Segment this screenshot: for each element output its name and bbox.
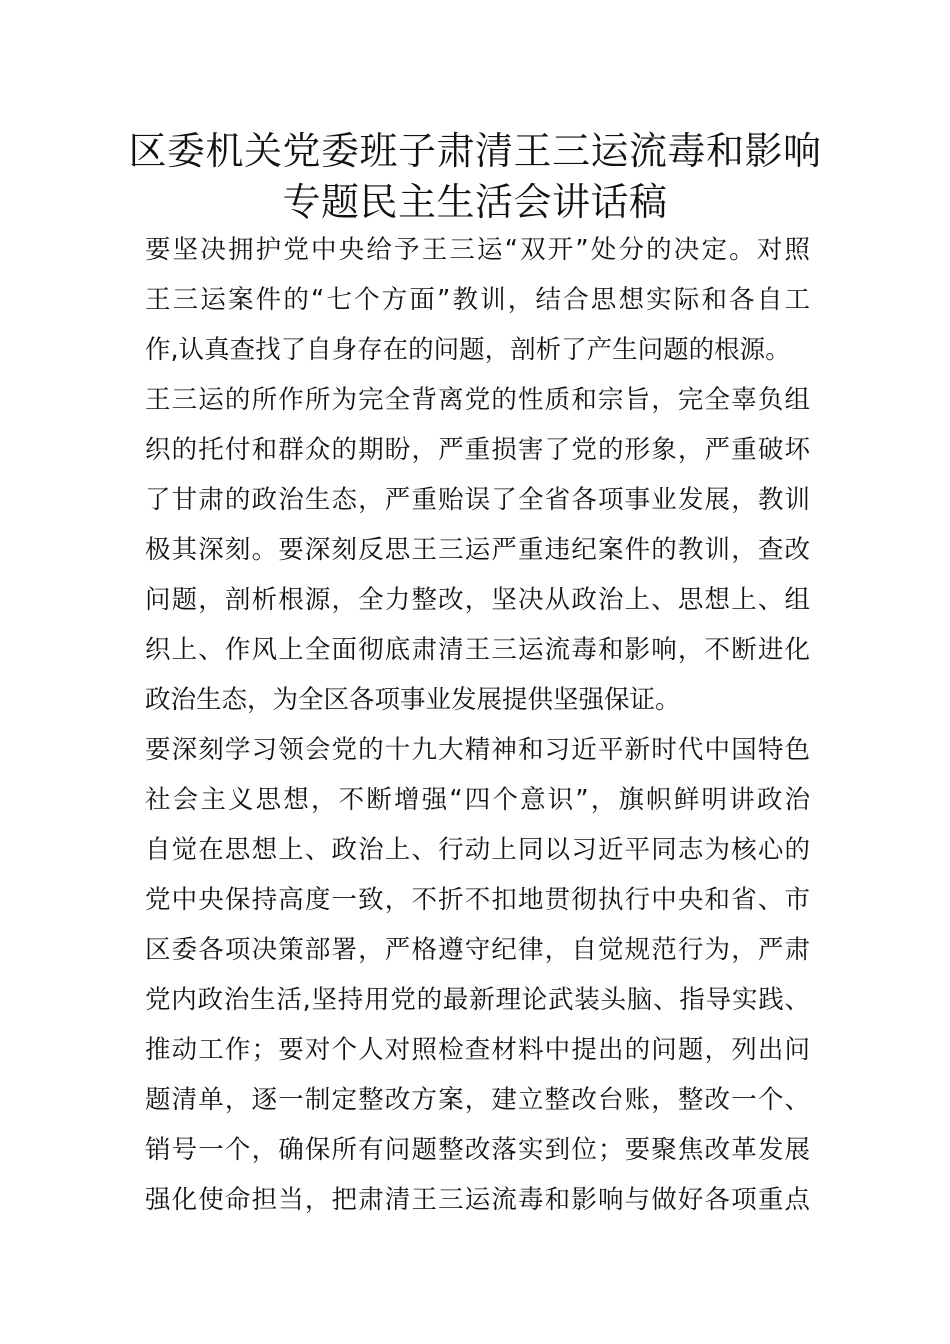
paragraph-2-line-4: 极其深刻。要深刻反思王三运严重违纪案件的教训，查改 bbox=[145, 535, 810, 565]
paragraph-3-line-10: 强化使命担当，把肃清王三运流毒和影响与做好各项重点 bbox=[145, 1185, 810, 1215]
paragraph-2-line-5: 问题，剖析根源，全力整改，坚决从政治上、思想上、组 bbox=[145, 585, 810, 615]
paragraph-3-line-6: 党内政治生活,坚持用党的最新理论武装头脑、指导实践、 bbox=[145, 985, 810, 1015]
paragraph-3-line-3: 自觉在思想上、政治上、行动上同以习近平同志为核心的 bbox=[145, 835, 810, 865]
paragraph-3-line-5: 区委各项决策部署，严格遵守纪律，自觉规范行为，严肃 bbox=[145, 935, 810, 965]
paragraph-3-line-8: 题清单，逐一制定整改方案，建立整改台账，整改一个、 bbox=[145, 1085, 810, 1115]
paragraph-2-line-1: 王三运的所作所为完全背离党的性质和宗旨，完全辜负组 bbox=[145, 385, 810, 415]
paragraph-3-line-7: 推动工作；要对个人对照检查材料中提出的问题，列出问 bbox=[145, 1035, 810, 1065]
paragraph-1-line-2: 王三运案件的“七个方面”教训，结合思想实际和各自工 bbox=[145, 285, 810, 315]
document-title-line-2: 专题民主生活会讲话稿 bbox=[282, 180, 668, 224]
paragraph-3-line-1: 要深刻学习领会党的十九大精神和习近平新时代中国特色 bbox=[145, 735, 810, 765]
paragraph-2-line-7: 政治生态，为全区各项事业发展提供坚强保证。 bbox=[145, 685, 681, 715]
paragraph-1-line-3: 作,认真查找了自身存在的问题，剖析了产生问题的根源。 bbox=[145, 335, 791, 365]
paragraph-3-line-2: 社会主义思想，不断增强“四个意识”，旗帜鲜明讲政治 bbox=[145, 785, 810, 815]
paragraph-2-line-2: 织的托付和群众的期盼，严重损害了党的形象，严重破坏 bbox=[145, 435, 810, 465]
paragraph-3-line-4: 党中央保持高度一致，不折不扣地贯彻执行中央和省、市 bbox=[145, 885, 810, 915]
document-title-line-1: 区委机关党委班子肃清王三运流毒和影响 bbox=[128, 129, 822, 173]
paragraph-2-line-6: 织上、作风上全面彻底肃清王三运流毒和影响，不断进化 bbox=[145, 635, 810, 665]
paragraph-2-line-3: 了甘肃的政治生态，严重贻误了全省各项事业发展，教训 bbox=[145, 485, 810, 515]
paragraph-3-line-9: 销号一个，确保所有问题整改落实到位；要聚焦改革发展 bbox=[145, 1135, 810, 1165]
paragraph-1-line-1: 要坚决拥护党中央给予王三运“双开”处分的决定。对照 bbox=[145, 235, 810, 265]
